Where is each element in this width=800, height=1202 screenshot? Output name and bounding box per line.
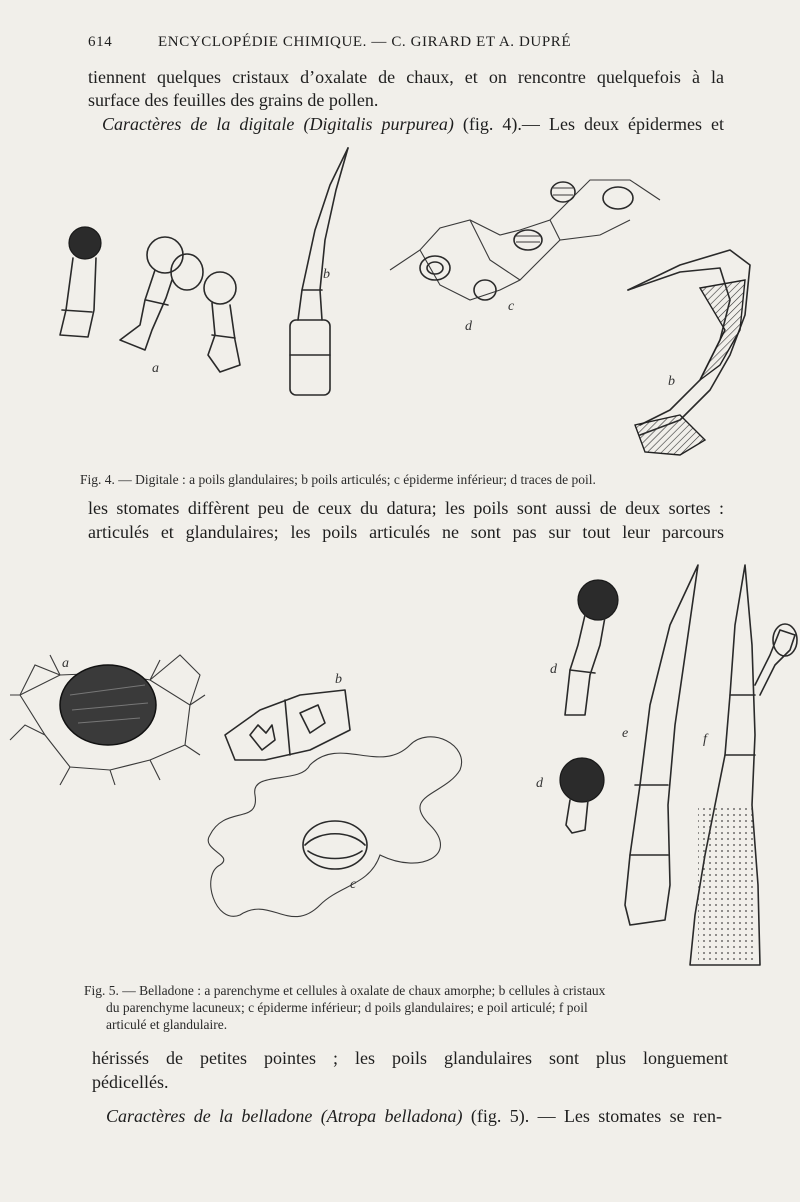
fig5-label-f: f <box>703 732 707 747</box>
fig5-label-a: a <box>62 656 69 671</box>
fig5-lower-epidermis <box>208 737 461 917</box>
fig5-caption-line3: articulé et glandulaire. <box>106 1017 228 1032</box>
para5-rest: (fig. 5). — Les stomates se ren- <box>470 1106 723 1126</box>
fig5-parenchyma <box>10 655 205 785</box>
page-number: 614 <box>88 34 113 50</box>
fig5-label-c: c <box>350 877 357 892</box>
fig5-label-e: e <box>622 726 629 741</box>
fig4-label-a: a <box>152 361 159 376</box>
fig5-articulated-glandular-hair <box>690 565 797 965</box>
fig5-crystal-cells <box>225 690 350 760</box>
fig4-hair-trace <box>628 250 750 455</box>
para5-species: (Atropa belladona) <box>320 1106 463 1126</box>
para2-species: (Digitalis purpurea) <box>303 114 454 134</box>
fig5-glandular-hairs <box>560 580 618 833</box>
fig5-label-d2: d <box>536 776 543 791</box>
para4-line1: hérissés de petites pointes ; les poils glandulaires sont plus longuement <box>92 1048 728 1068</box>
fig5-articulated-hair <box>625 565 698 925</box>
fig4-articulated-hair <box>290 148 348 395</box>
page-header <box>88 34 730 51</box>
fig4-label-c: c <box>508 299 515 314</box>
para2-lead: Caractères de la digitale <box>102 114 295 134</box>
para3-line1: les stomates diffèrent peu de ceux du datura; les poils sont aussi de deux sortes : <box>88 498 724 518</box>
para2-rest: (fig. 4).— Les deux épidermes et <box>462 114 725 134</box>
fig5-label-b: b <box>335 672 342 687</box>
fig4-lower-epidermis <box>390 180 660 300</box>
fig5-label-d1: d <box>550 662 557 677</box>
fig4-glandular-hairs <box>60 227 240 372</box>
para3-line2: articulés et glandulaires; les poils articulés ne sont pas sur tout leur parcours <box>88 522 724 542</box>
fig4-label-b1: b <box>323 267 330 282</box>
fig5-caption-line1: Fig. 5. — Belladone : a parenchyme et cellules à oxalate de chaux amorphe; b cellules à cristaux <box>84 983 606 998</box>
para2 <box>88 113 724 135</box>
fig4-label-b2: b <box>668 374 675 389</box>
para5-lead: Caractères de la belladone <box>106 1106 313 1126</box>
fig5-caption-line2: du parenchyme lacuneux; c épiderme inférieur; d poils glandulaires; e poil articulé; f poil <box>106 1000 588 1015</box>
running-title: ENCYCLOPÉDIE CHIMIQUE. — C. GIRARD ET A. DUPRÉ <box>158 34 572 50</box>
para1-line2: surface des feuilles des grains de pollen. <box>88 90 379 110</box>
figure-4-drawing <box>40 140 770 465</box>
figure-5-drawing <box>0 555 800 975</box>
fig4-label-d: d <box>465 319 472 334</box>
para5 <box>106 1105 722 1127</box>
para4-line2: pédicellés. <box>92 1072 169 1092</box>
figure-5-caption <box>84 982 726 1033</box>
figure-4-caption: Fig. 4. — Digitale : a poils glandulaires; b poils articulés; c épiderme inférieur; d traces de poil. <box>80 472 596 487</box>
para1-line1: tiennent quelques cristaux d’oxalate de chaux, et on rencontre quelquefois à la <box>88 67 724 87</box>
